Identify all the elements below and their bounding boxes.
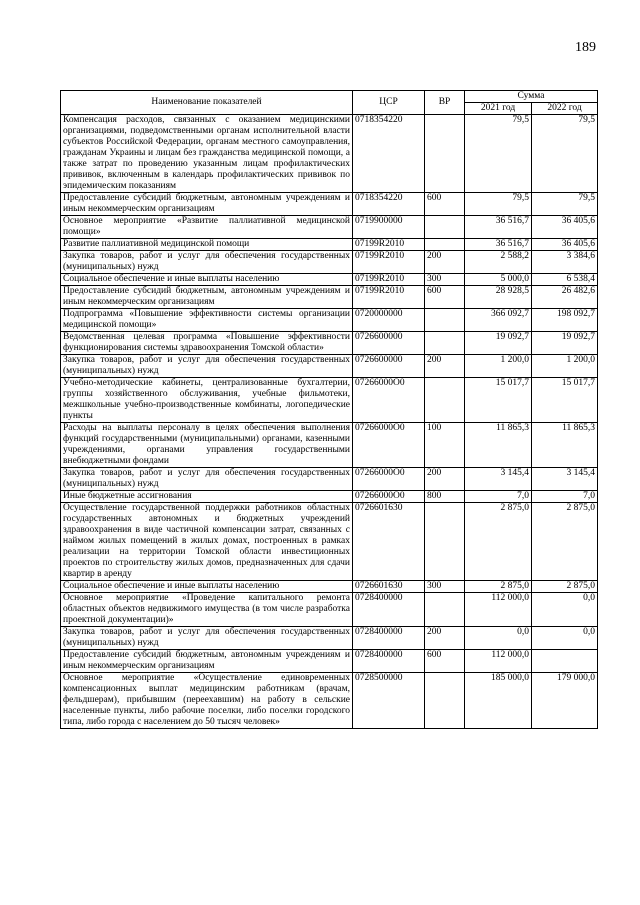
row-vr: 200: [425, 468, 465, 491]
row-sum-2022: 2 875,0: [532, 581, 598, 593]
row-csr: 0718354220: [353, 115, 425, 193]
row-sum-2021: 28 928,5: [465, 286, 532, 309]
row-csr: 0726601630: [353, 581, 425, 593]
row-vr: 200: [425, 627, 465, 650]
row-sum-2021: 2 875,0: [465, 503, 532, 581]
row-sum-2021: 3 145,4: [465, 468, 532, 491]
row-csr: 0726600000: [353, 332, 425, 355]
row-sum-2021: 15 017,7: [465, 378, 532, 423]
table-row: [61, 468, 598, 491]
row-vr: 600: [425, 286, 465, 309]
row-csr: 07266000О0: [353, 423, 425, 468]
row-sum-2022: 79,5: [532, 115, 598, 193]
row-name: Подпрограмма «Повышение эффективности системы организации медицинской помощи»: [61, 309, 353, 332]
row-vr: 200: [425, 251, 465, 274]
row-sum-2022: 179 000,0: [532, 673, 598, 729]
row-name: Расходы на выплаты персоналу в целях обеспечения выполнения функций государственными (муниципальными) органами, казенными учреждениями, органами управления государственными внебюджетными фондами: [61, 423, 353, 468]
row-sum-2022: 15 017,7: [532, 378, 598, 423]
row-sum-2021: 0,0: [465, 627, 532, 650]
table-row: [61, 378, 598, 423]
row-name: Социальное обеспечение и иные выплаты населению: [61, 581, 353, 593]
row-csr: 07199R2010: [353, 274, 425, 286]
row-name: Основное мероприятие «Осуществление единовременных компенсационных выплат медицинским работникам (врачам, фельдшерам), прибывшим (переехавшим) на работу в сельские населенные пункты, либо рабочие поселки, либо поселки городского типа, либо города с населением до 50 тысяч человек»: [61, 673, 353, 729]
row-vr: [425, 593, 465, 627]
row-csr: 07266000О0: [353, 491, 425, 503]
row-sum-2021: 79,5: [465, 115, 532, 193]
row-sum-2021: 185 000,0: [465, 673, 532, 729]
table-header-row: [61, 91, 598, 103]
row-sum-2021: 36 516,7: [465, 216, 532, 239]
header-csr: ЦСР: [353, 91, 425, 115]
row-vr: [425, 673, 465, 729]
row-vr: 300: [425, 581, 465, 593]
row-vr: [425, 378, 465, 423]
row-csr: 0726600000: [353, 355, 425, 378]
table-row: [61, 627, 598, 650]
row-sum-2021: 36 516,7: [465, 239, 532, 251]
table-row: [61, 216, 598, 239]
header-year-2022: 2022 год: [532, 103, 598, 115]
table-row: [61, 491, 598, 503]
row-name: Иные бюджетные ассигнования: [61, 491, 353, 503]
table-row: [61, 251, 598, 274]
row-name: Основное мероприятие «Развитие паллиативной медицинской помощи»: [61, 216, 353, 239]
row-csr: 0728400000: [353, 593, 425, 627]
row-name: Осуществление государственной поддержки работников областных государственных автономных и бюджетных учреждений здравоохранения в виде частичной компенсации затрат, связанных с наймом жилых помещений в жилых домах, построенных в рамках реализации на территории Томской области инвестиционных проектов по строительству жилых домов, предназначенных для сдачи квартир в аренду: [61, 503, 353, 581]
table-row: [61, 115, 598, 193]
row-sum-2022: 2 875,0: [532, 503, 598, 581]
row-sum-2021: 79,5: [465, 193, 532, 216]
row-sum-2021: 2 875,0: [465, 581, 532, 593]
header-sum: Сумма: [465, 91, 598, 103]
row-name: Учебно-методические кабинеты, централизованные бухгалтерии, группы хозяйственного обслуживания, учебные фильмотеки, межшкольные учебно-производственные комбинаты, логопедические пункты: [61, 378, 353, 423]
table-row: [61, 286, 598, 309]
row-sum-2022: 198 092,7: [532, 309, 598, 332]
row-csr: 07199R2010: [353, 286, 425, 309]
row-vr: 300: [425, 274, 465, 286]
row-name: Предоставление субсидий бюджетным, автономным учреждениям и иным некоммерческим организациям: [61, 650, 353, 673]
table-row: [61, 673, 598, 729]
row-csr: 0726601630: [353, 503, 425, 581]
row-name: Закупка товаров, работ и услуг для обеспечения государственных (муниципальных) нужд: [61, 627, 353, 650]
row-name: Ведомственная целевая программа «Повышение эффективности функционирования системы здравоохранения Томской области»: [61, 332, 353, 355]
row-name: Развитие паллиативной медицинской помощи: [61, 239, 353, 251]
row-vr: [425, 216, 465, 239]
table-row: [61, 193, 598, 216]
row-sum-2022: 3 145,4: [532, 468, 598, 491]
row-vr: 600: [425, 650, 465, 673]
row-sum-2021: 5 000,0: [465, 274, 532, 286]
row-sum-2022: 26 482,6: [532, 286, 598, 309]
row-sum-2022: 36 405,6: [532, 216, 598, 239]
header-name: Наименование показателей: [61, 91, 353, 115]
table-row: [61, 355, 598, 378]
row-sum-2021: 1 200,0: [465, 355, 532, 378]
header-year-2021: 2021 год: [465, 103, 532, 115]
row-sum-2022: 79,5: [532, 193, 598, 216]
row-sum-2021: 366 092,7: [465, 309, 532, 332]
row-csr: 0728400000: [353, 627, 425, 650]
table-row: [61, 503, 598, 581]
row-sum-2022: 3 384,6: [532, 251, 598, 274]
row-sum-2022: 11 865,3: [532, 423, 598, 468]
row-csr: 07199R2010: [353, 239, 425, 251]
row-sum-2021: 112 000,0: [465, 650, 532, 673]
row-name: Компенсация расходов, связанных с оказанием медицинскими организациями, подведомственными органам исполнительной власти субъектов Российской Федерации, органам местного самоуправления, гражданам Украины и лицам без гражданства медицинской помощи, а также затрат по проведению указанным лицам профилактических прививок, включенным в календарь профилактических прививок по эпидемическим показаниям: [61, 115, 353, 193]
table-row: [61, 309, 598, 332]
row-vr: 600: [425, 193, 465, 216]
row-sum-2022: 19 092,7: [532, 332, 598, 355]
row-vr: 200: [425, 355, 465, 378]
row-csr: 0728500000: [353, 673, 425, 729]
row-csr: 07199R2010: [353, 251, 425, 274]
row-csr: 0718354220: [353, 193, 425, 216]
row-name: Предоставление субсидий бюджетным, автономным учреждениям и иным некоммерческим организациям: [61, 193, 353, 216]
header-vr: ВР: [425, 91, 465, 115]
row-name: Предоставление субсидий бюджетным, автономным учреждениям и иным некоммерческим организациям: [61, 286, 353, 309]
table-row: [61, 593, 598, 627]
table-row: [61, 274, 598, 286]
table-row: [61, 423, 598, 468]
row-vr: [425, 309, 465, 332]
row-name: Социальное обеспечение и иные выплаты населению: [61, 274, 353, 286]
page-number: 189: [575, 40, 596, 55]
row-vr: [425, 503, 465, 581]
row-name: Закупка товаров, работ и услуг для обеспечения государственных (муниципальных) нужд: [61, 468, 353, 491]
row-vr: 100: [425, 423, 465, 468]
row-csr: 0728400000: [353, 650, 425, 673]
row-sum-2021: 7,0: [465, 491, 532, 503]
row-csr: 0720000000: [353, 309, 425, 332]
row-sum-2022: 7,0: [532, 491, 598, 503]
budget-table: [60, 90, 598, 729]
row-name: Основное мероприятие «Проведение капитального ремонта областных объектов недвижимого имущества (в том числе разработка проектной документации)»: [61, 593, 353, 627]
row-sum-2021: 19 092,7: [465, 332, 532, 355]
row-sum-2022: 1 200,0: [532, 355, 598, 378]
row-name: Закупка товаров, работ и услуг для обеспечения государственных (муниципальных) нужд: [61, 251, 353, 274]
table-row: [61, 332, 598, 355]
row-sum-2022: [532, 650, 598, 673]
row-sum-2021: 2 588,2: [465, 251, 532, 274]
row-csr: 07266000О0: [353, 378, 425, 423]
row-vr: [425, 239, 465, 251]
row-sum-2022: 0,0: [532, 593, 598, 627]
row-name: Закупка товаров, работ и услуг для обеспечения государственных (муниципальных) нужд: [61, 355, 353, 378]
row-sum-2022: 36 405,6: [532, 239, 598, 251]
row-csr: 0719900000: [353, 216, 425, 239]
row-vr: [425, 332, 465, 355]
table-body: [61, 115, 598, 729]
row-sum-2021: 112 000,0: [465, 593, 532, 627]
row-csr: 07266000О0: [353, 468, 425, 491]
row-sum-2022: 0,0: [532, 627, 598, 650]
table-row: [61, 239, 598, 251]
row-sum-2021: 11 865,3: [465, 423, 532, 468]
row-vr: [425, 115, 465, 193]
row-sum-2022: 6 538,4: [532, 274, 598, 286]
table-row: [61, 650, 598, 673]
row-vr: 800: [425, 491, 465, 503]
table-row: [61, 581, 598, 593]
